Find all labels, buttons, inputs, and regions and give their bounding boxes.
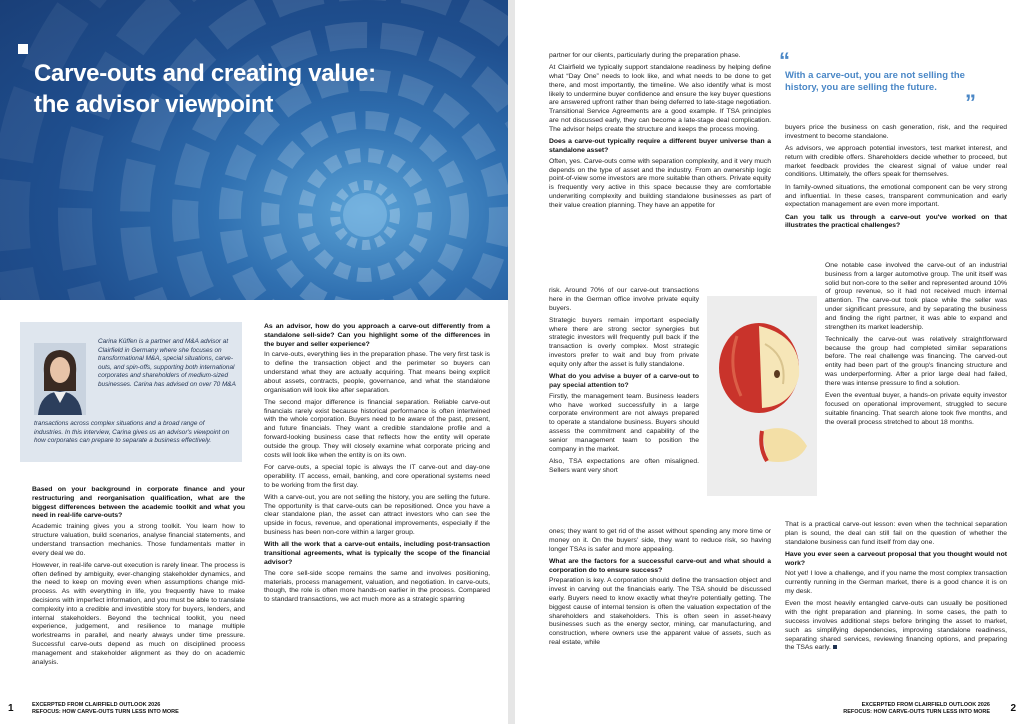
paragraph: The core sell-side scope remains the same and involves positioning, materials, process management, valuation, and negotiation. In carve-outs, though, the role is often more hands-on earlier in the process. Compared to standard transactions, we act much more as a strategic sparring [264,569,490,604]
question: With all the work that a carve-out entails, including post-transaction transitional agreements, what is typically the scope of the financial advisor? [264,541,490,566]
paragraph: ones; they want to get rid of the asset without spending any more time or money on it. On the buyers' side, they want to reduce risk, so having longer TSAs is safer and more appealing. [549,528,771,553]
paragraph: As advisors, we approach potential investors, test market interest, and return with credible offers. Shareholders decide whether to proceed, but market feedback provides the clearest signal of value under real conditions. Ultimately, the offers speak for themselves. [785,145,1007,179]
paragraph: Also, TSA expectations are often misaligned. Sellers want very short [549,457,699,474]
paragraph: Technically the carve-out was relatively straightforward because the group had completed similar separations before. The real challenge was financing. The carved-out entity had been part of the group's financing structure and was underperforming. After a prior large deal had failed, there was intense pressure to find a solution. [825,335,1007,387]
paragraph: risk. Around 70% of our carve-out transactions here in the German office involve private equity buyers. [549,287,699,312]
question: Can you talk us through a carve-out you've worked on that illustrates the practical challenges? [785,213,1007,230]
question: What are the factors for a successful carve-out and what should a corporation do to ensure success? [549,557,771,574]
question: Have you ever seen a carveout proposal that you thought would not work? [785,550,1007,567]
paragraph: In family-owned situations, the emotional component can be very strong and influential. In these cases, transparent communication and early expectation management are even more important. [785,183,1007,209]
paragraph: With a carve-out, you are not selling the history, you are selling the future. The opportunity is that carve-outs can be repositioned. Once you have a clear standalone plan, the asset can attract investors who can see the upside in focus, revenue, and operational improvements, especially if the business has been non-core within a larger group. [264,493,490,537]
quote-open-mark: “ [779,48,790,73]
paragraph: In carve-outs, everything lies in the preparation phase. The very first task is to define the transaction object and the perimeter so buyers can understand what they are actually acquiring. That means being explicit about assets, contracts, people, governance, and what the standalone organisation will look like after separation. [264,351,490,394]
author-bio-box [20,322,242,462]
column-right [264,323,490,608]
column-left-wrapped [549,287,699,475]
paragraph: However, in real-life carve-out execution is rarely linear. The process is often defined by ambiguity, ever-changing stakeholder dynamics, and the need to keep on moving even when assumptions change mid-process. As with everything in life, you frequently have to make decisions with imperfect information, and you must be able to translate complexity into a credible and investible story for buyers, lenders, and internal stakeholders. Beyond the technical toolkit, you need experience, judgement, and resilience to manage multiple workstreams in parallel, and nearly always under time pressure. Successful carve-outs depend as much on disciplined process management and stakeholder alignment as they do on academic analysis. [32,561,245,666]
page-number: 2 [1010,703,1016,714]
hero-banner [0,0,508,300]
question: Based on your background in corporate finance and your restructuring and reorganisation qualification, what are the biggest differences between the academic toolkit and what you need in real-life carve-outs? [32,486,245,520]
quote-close-mark: ” [965,90,976,115]
paragraph: Even the eventual buyer, a hands-on private equity investor focused on operational improvement, struggled to secure suitable financing. That search alone took five months, and the overall process stretched to about 18 months. [825,392,1007,426]
paragraph: Not yet! I love a challenge, and if you name the most complex transaction currently running in the German market, there is a good chance it is on my desk. [785,570,1007,596]
end-mark-icon [833,645,837,649]
paragraph: Strategic buyers remain important especially where there are strong sector synergies but strategic investors will frequently pull back if the transaction is overly complex. Most strategic investors prefer to wait and buy from private equity only after the asset is fully standalone. [549,316,699,368]
column-right-wrapped [825,262,1007,427]
paragraph: At Clairfield we typically support standalone readiness by helping define what “Day One” needs to look like, and what needs to be done to get there, and most importantly, the timeline. We also identify what is most likely to undermine buyer confidence and ensure the key buyer questions are answered upfront rather than being deferred to late-stage negotiation. Transitional Service Agreements are a good example. If TSA principles are not discussed early, they can become a late-stage deal complication. The advisor helps create the structure and keeps the process moving. [549,64,771,133]
column-right [785,124,1007,233]
paragraph: Often, yes. Carve-outs come with separation complexity, and it very much depends on the type of asset and the industry. From an ownership logic point-of-view some investors are more suitable than others. Private equity is frequently very active in this space because they are comfortable underwriting complexity and building standalone businesses as part of their value creation planning. They have an appetite for [549,157,771,209]
page-number: 1 [8,703,14,714]
column-left-bottom [549,528,771,651]
paragraph: For carve-outs, a special topic is always the IT carve-out and day-one operability. IT access, email, banking, and core operational systems need to be working from the first day. [264,463,490,489]
column-left [549,52,771,214]
question: What do you advise a buyer of a carve-out to pay special attention to? [549,373,699,389]
page-title: Carve-outs and creating value: the advisor viewpoint [34,60,376,118]
title-square-marker [18,44,28,54]
paragraph: One notable case involved the carve-out of an industrial business from a larger automotive group. The unit itself was solid but non-core to the seller and represented around 10% of group revenue, so it had not received much internal attention. The carve-out took place while the seller was under significant pressure, and by separating the business and finding the right partner, it was able to expand and strengthen its market leadership. [825,262,1007,331]
paragraph: That is a practical carve-out lesson: even when the technical separation plan is sound, the deal can still fail on the question of whether the standalone business can fund itself from day one. [785,521,1007,546]
question: As an advisor, how do you approach a carve-out differently from a standalone sell-side? Can you highlight some of the differences in the buyer and seller experience? [264,323,490,348]
page-1 [0,0,508,724]
paragraph: Firstly, the management team. Business leaders who have worked successfully in a large corporate environment are not always prepared to operate a standalone business. Buyers should assess the commitment and capability of the senior management team to position the company in the market. [549,392,699,453]
page-footer: EXCERPTED FROM CLAIRFIELD OUTLOOK 2026 REFOCUS: HOW CARVE-OUTS TURN LESS INTO MORE [32,702,179,715]
author-photo [34,343,86,415]
pull-quote: With a carve-out, you are not selling the history, you are selling the future. [785,70,965,93]
paragraph: The second major difference is financial separation. Reliable carve-out financials rarely exist because historical performance is often intertwined with the whole corporation. Buyers need to be aware of the past, present, and future financials. They want a credible standalone profile and a forward-looking business case that reflects how the entity will operate outside the group. They will closely examine what corporate pricing and costs will look like when the entity is on its own. [264,398,490,459]
column-right-lower [785,521,1007,657]
author-bio-text: Carina Küffen is a partner and M&A advisor at Clairfield in Germany where she focuses on transformational M&A, special situations, carve-outs, and spin-offs, supporting both international corporates and shareholders of medium-sized businesses. Carina has advised on over 70 M&A [98,338,236,388]
page-footer: EXCERPTED FROM CLAIRFIELD OUTLOOK 2026 REFOCUS: HOW CARVE-OUTS TURN LESS INTO MORE [843,702,990,715]
hero-pattern [0,0,508,300]
question: Does a carve-out typically require a different buyer universe than a standalone asset? [549,138,771,154]
page-2 [515,0,1024,724]
paragraph: partner for our clients, particularly during the preparation phase. [549,52,741,59]
apple-photo [707,296,817,496]
column-left [32,486,245,671]
paragraph: Even the most heavily entangled carve-outs can usually be positioned with the right preparation and planning. In some cases, the path to success involves additional steps before bringing the asset to market, such as simplifying dependencies, improving standalone readiness, separating shared services, reviewing financing options, and preparing the TSAs early. [785,600,1007,652]
paragraph: Academic training gives you a strong toolkit. You learn how to structure valuation, build scenarios, analyse financial statements, and understand transaction mechanics. Those fundamentals matter in every deal we do. [32,523,245,557]
paragraph: buyers price the business on cash generation, risk, and the required investment to become standalone. [785,124,1007,140]
author-bio-text-continued: transactions across complex situations and a broad range of industries. In this interview, Carina gives us an advisor's viewpoint on how corporates can prepare to separate a business effectively. [34,420,230,445]
paragraph: Preparation is key. A corporation should define the transaction object and invest in carving out the financials early. The TSA should be discussed early. Buyers need to know exactly what they're potentially getting. The biggest cause of internal tension is often the valuation expectation of the shareholders and stakeholders. This is often seen in asset-heavy businesses such as the energy sector, mining, car manufacturing, and construction, where owners use the apparent value of assets, such as real estate, while [549,577,771,647]
